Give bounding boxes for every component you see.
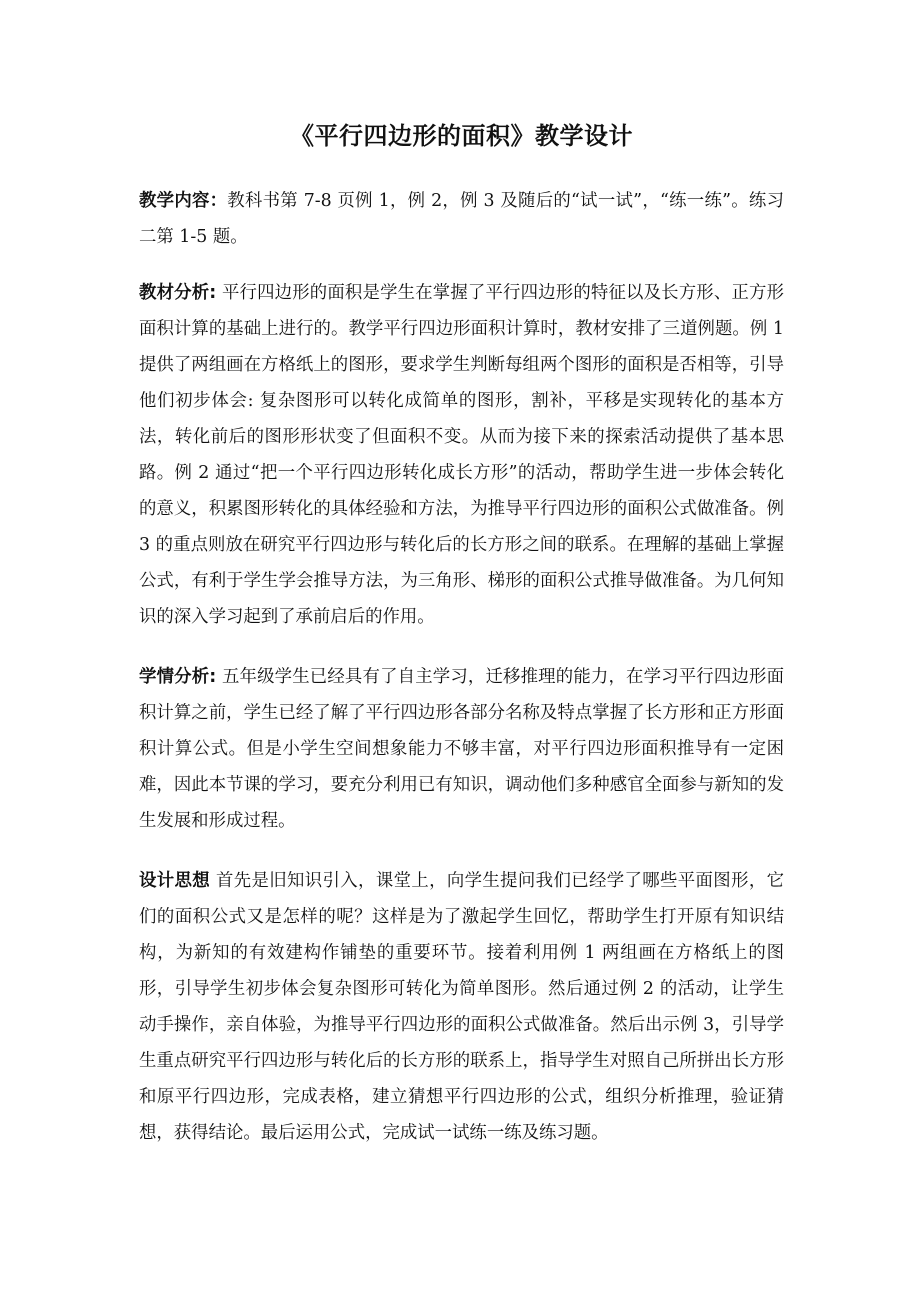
document-title: 《平行四边形的面积》教学设计 (290, 122, 633, 150)
section-label: 学情分析: (139, 667, 217, 687)
section-text: 五年级学生已经具有了自主学习，迁移推理的能力，在学习平行四边形面积计算之前，学生已经了解了平行四边形各部分名称及特点掌握了长方形和正方形面积计算公式。但是小学生空间想象能力不够丰富，对平行四边形面积推导有一定困难，因此本节课的学习，要充分利用已有知识，调动他们多种感官全面参与新知的发生发展和形成过程。 (139, 667, 784, 831)
section-label: 教学内容： (139, 191, 228, 211)
section-label: 教材分析: (139, 283, 217, 303)
section-label: 设计思想 (139, 871, 211, 891)
section-teaching-content (139, 183, 784, 255)
section-material-analysis (139, 275, 784, 635)
section-student-analysis (139, 659, 784, 839)
section-design-idea (139, 863, 784, 1151)
section-text: 教科书第 7-8 页例 1，例 2，例 3 及随后的“试一试”，“练一练”。练习二第 1-5 题。 (139, 191, 784, 247)
section-text: 首先是旧知识引入，课堂上，向学生提问我们已经学了哪些平面图形，它们的面积公式又是怎样的呢？这样是为了激起学生回忆，帮助学生打开原有知识结构，为新知的有效建构作铺垫的重要环节。接着利用例 1 两组画在方格纸上的图形，引导学生初步体会复杂图形可转化为简单图形。然后通过例 2 的活动，让学生动手操作，亲自体验，为推导平行四边形的面积公式做准备。然后出示例 3，引导学生重点研究平行四边形与转化后的长方形的联系上，指导学生对照自己所拼出长方形和原平行四边形，完成表格，建立猜想平行四边形的公式，组织分析推理，验证猜想，获得结论。最后运用公式，完成试一试练一练及练习题。 (139, 871, 784, 1143)
section-text: 平行四边形的面积是学生在掌握了平行四边形的特征以及长方形、正方形面积计算的基础上进行的。教学平行四边形面积计算时，教材安排了三道例题。例 1 提供了两组画在方格纸上的图形，要求学生判断每组两个图形的面积是否相等，引导他们初步体会: 复杂图形可以转化成简单的图形，割补，平移是实现转化的基本方法，转化前后的图形形状变了但面积不变。从而为接下来的探索活动提供了基本思路。例 2 通过“把一个平行四边形转化成长方形”的活动，帮助学生进一步体会转化的意义，积累图形转化的具体经验和方法，为推导平行四边形的面积公式做准备。例 3 的重点则放在研究平行四边形与转化后的长方形之间的联系。在理解的基础上掌握公式，有利于学生学会推导方法，为三角形、梯形的面积公式推导做准备。为几何知识的深入学习起到了承前启后的作用。 (139, 283, 784, 627)
